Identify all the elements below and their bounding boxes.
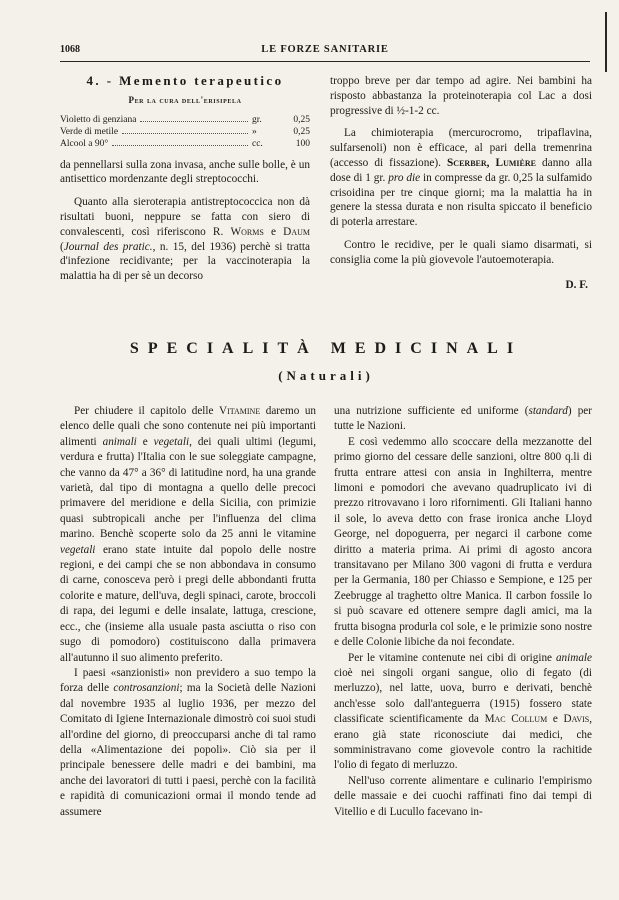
- recipe-item-unit: »: [252, 126, 257, 137]
- recipe-item: [60, 114, 310, 126]
- italic-term: animali: [102, 435, 137, 448]
- text-run: I paesi «sanzionisti» non previdero a suo tempo la forza delle: [60, 666, 316, 695]
- article-column-right: [334, 404, 592, 820]
- recipe-item: [60, 138, 310, 150]
- memento-column-right: [330, 74, 592, 292]
- recipe-item-qty: 100: [295, 138, 310, 149]
- page-number: 1068: [60, 44, 80, 55]
- text-run: La chimioterapia (mercurocromo, tripaflavina, sulfarsenoli) non è efficace, al pari della tremenrina (accesso di fissazione).: [330, 127, 592, 169]
- text-run: Per le vitamine contenute nei cibi di origine: [348, 651, 556, 664]
- italic-term: vegetali: [60, 543, 96, 556]
- italic-term: controsanzioni: [113, 682, 180, 695]
- italic-term: pro die: [388, 171, 421, 184]
- recipe-leader-dots: [122, 133, 248, 134]
- recipe-item-name: Violetto di genziana: [60, 114, 137, 125]
- memento-heading: 4. - Memento terapeutico: [86, 73, 284, 88]
- memento-subheading: Per la cura dell'erisipela: [128, 94, 242, 105]
- memento-paragraph: troppo breve per dar tempo ad agire. Nei bambini ha risposto abbastanza la proteinoterapia col Lac a dosi progressive di ½-1-2 cc.: [330, 75, 592, 117]
- text-run: Quanto alla sieroterapia antistreptococcica non dà risultati buoni, neppure se fatta con siero di convalescenti, così riferiscono R.: [60, 196, 310, 238]
- author-name: Daum: [283, 225, 310, 238]
- header-rule: [60, 61, 590, 62]
- author-name: Davis: [563, 713, 590, 726]
- text-run: , dei quali ultimi (legumi, verdura e frutta) l'Italia con le sue soleggiate campagne, che vanno da 47° a 36° di latitudine nord, ha una grande varietà, dal tipo di montagna a quello delle precoci primavere del meridione e della Sicilia, con primizie quasi subtropicali anche per l'influenza del clima marino. Benchè scoperte solo da 25 anni le vitamine: [60, 435, 316, 541]
- italic-term: vegetali: [153, 435, 190, 448]
- section-subtitle: (Naturali): [278, 368, 374, 383]
- recipe-item-qty: 0,25: [293, 114, 310, 125]
- text-run: , n. 15, del 1936) perchè si tratta d'infezione recidivante; per la vaccinoterapia la malattia ha di per sè un decorso: [60, 240, 310, 283]
- article-paragraph: [60, 404, 316, 666]
- journal-title: Journal des pratic.: [63, 240, 153, 253]
- article-paragraph: [334, 651, 592, 774]
- text-run: cioè nei singoli organi sangue, olio di fegato (di merluzzo), nel latte, uova, burro e derivati, benchè anch'esse solo dall'anteguerra (1915) fossero state classificate scientificamente da: [334, 666, 592, 726]
- text-run: ; ma la Società delle Nazioni dal novembre 1935 al luglio 1936, per mezzo del Comitato di Igiene Internazionale dimostrò coi suoi studi all'ordine del giorno, di preoccuparsi anche di tal ramo della «Alimentazione dei popoli». Ciò sia per il principale benessere delle madri e dei bambini, ma anche dei lavoratori di tutti i paesi, perchè con la facilità e rapidità di comunicazioni ormai il mondo tende ad assumere: [60, 682, 317, 818]
- recipe-item-unit: cc.: [252, 138, 263, 149]
- text-run: daremo un elenco delle quali che sono contenute nei più importanti alimenti: [60, 405, 317, 448]
- article-column-left: [60, 404, 316, 820]
- article-paragraph: E così vedemmo allo scoccare della mezzanotte del primo giorno del cessare delle sanzioni, oltre 800 q.li di frutta entrare attesi con ansia in Inghilterra, mentre limoni e pomodori che avevano quadruplicato ivi di prezzo ritrovavano i loro rifornimenti. Gli Italiani hanno il sole, lo aveva detto con frase ironica anche Lloyd George, nel dopoguerra, per negarci il carbone come diritto a materia prima. Ai primi di agosto ancora transitavano per Milano 300 vagoni di frutta e verdura per la Germania, 180 per Chiasso e Sempione, e 125 per Zeebrugge al traghetto oltre Manica. Il carbon fossile lo si può scavare ed ottenere sempre dagli amici, ma la frutta bisogna produrla col sole, e le primizie sono nostre e delle Colonie libiche da noi fecondate.: [334, 435, 592, 649]
- recipe-leader-dots: [140, 121, 248, 122]
- recipe-leader-dots: [112, 145, 248, 146]
- recipe-item-name: Verde di metile: [60, 126, 119, 137]
- article-paragraph: Nell'uso corrente alimentare e culinario l'empirismo delle massaie e dei cuochi raffinati fino dai tempi di Vitellio e di Lucullo facevano in-: [334, 774, 592, 818]
- page-edge-line: [605, 12, 607, 72]
- recipe-list: [60, 114, 310, 150]
- text-run: e: [547, 713, 564, 726]
- article-paragraph: [60, 666, 316, 820]
- text-run: una nutrizione sufficiente ed uniforme (: [334, 405, 529, 417]
- recipe-item-unit: gr.: [252, 114, 262, 125]
- memento-column-left: [60, 74, 310, 284]
- text-run: (: [60, 240, 64, 253]
- running-title: LE FORZE SANITARIE: [261, 44, 389, 55]
- author-name: Scerber, Lumière: [447, 156, 536, 169]
- text-run: Per chiudere il capitolo delle: [74, 405, 220, 417]
- memento-paragraph: [330, 126, 592, 230]
- text-run: e: [263, 225, 284, 238]
- keyword: Vitamine: [219, 405, 261, 417]
- section-title: SPECIALITÀ MEDICINALI: [129, 340, 523, 357]
- text-run: erano state intuite dal popolo delle nostre regioni, e dei campi che se non abbondava in consumo di carne, conosceva però i pregi delle abbondanti frutta colorite e mature, dell'uva, degli spinaci, carote, broccoli di rapa, dei legumi e delle insalate, lattuga, crescione, ecc., che (insieme alla usuale pasta asciutta o riso con sugo di pomodoro) costituiscono dalla primavera all'autunno il suo alimento preferito.: [60, 543, 316, 664]
- italic-term: standard: [528, 405, 568, 417]
- author-name: Mac Collum: [484, 713, 548, 726]
- text-run: ) per tutte le Nazioni.: [334, 405, 592, 433]
- text-run: e: [136, 435, 154, 448]
- signature: D. F.: [565, 278, 588, 291]
- text-run: danno alla dose di 1 gr.: [330, 156, 593, 184]
- text-run: , erano già state riconosciute dai medici, che somministravano come giovevole contro la rachitide l'olio di fegato di merluzzo.: [334, 713, 593, 772]
- italic-term: animale: [555, 651, 592, 664]
- author-name: Worms: [230, 225, 264, 238]
- article-paragraph: [334, 404, 592, 435]
- memento-paragraph: da pennellarsi sulla zona invasa, anche sulle bolle, è un antisettico mordenzante degli streptococchi.: [60, 158, 310, 186]
- page-header: [60, 44, 590, 64]
- text-run: in compresse da gr. 0,25 la sulfamido crisoidina per tre cinque giorni; ma la malattia ha in genere la stessa durata e non risulta spiccato il beneficio di poterla arrestare.: [330, 171, 592, 229]
- recipe-item-qty: 0,25: [293, 126, 310, 137]
- memento-paragraph: [60, 195, 310, 284]
- recipe-item-name: Alcool a 90°: [60, 138, 109, 149]
- recipe-item: [60, 126, 310, 138]
- memento-paragraph: Contro le recidive, per le quali siamo disarmati, si consiglia come la più giovevole l'autoemoterapia.: [330, 238, 592, 266]
